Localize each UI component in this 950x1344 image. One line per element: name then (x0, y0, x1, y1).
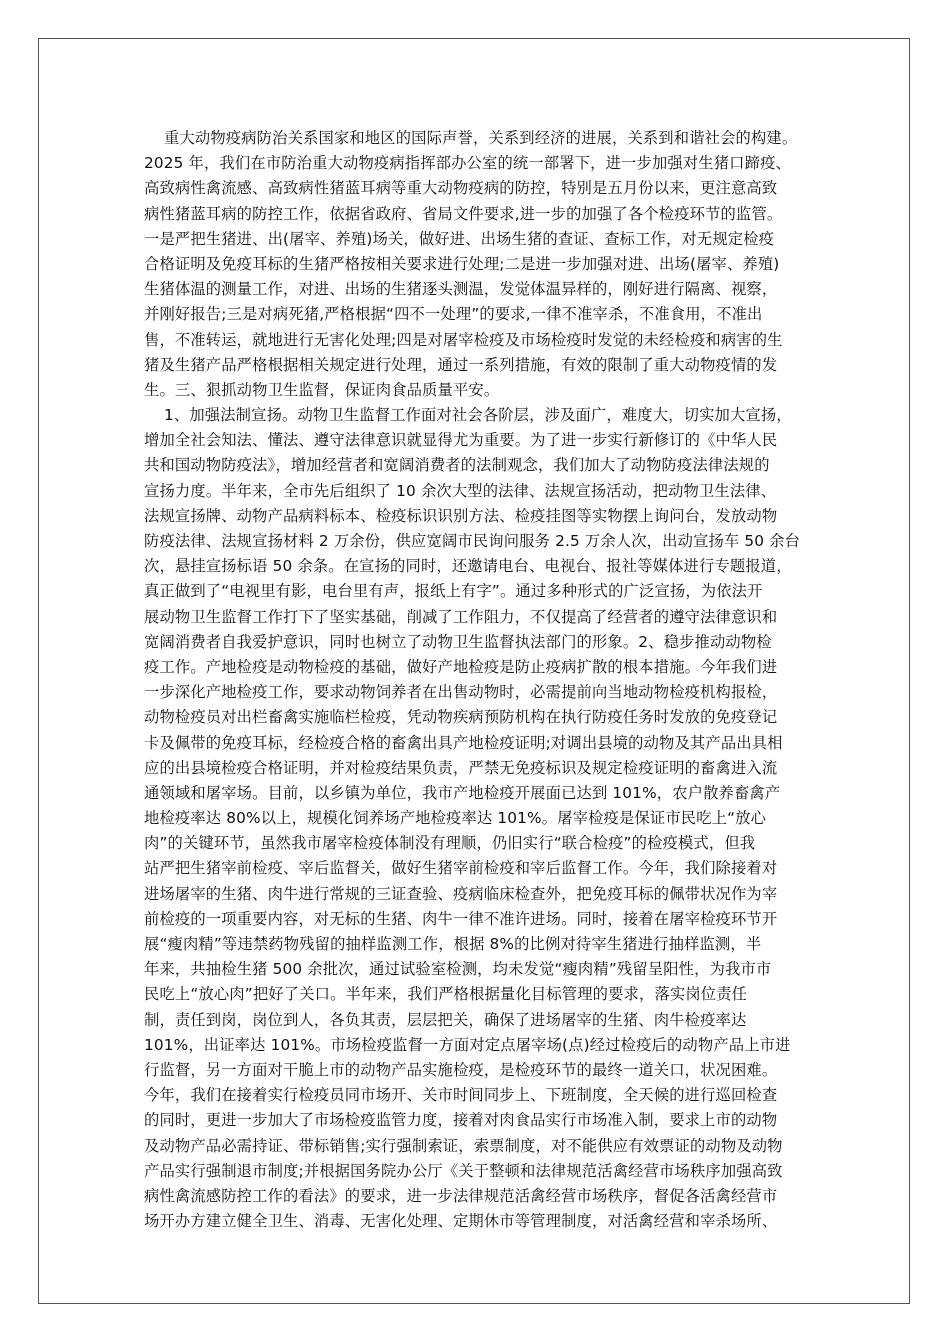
text-line: 合格证明及免疫耳标的生猪严格按相关要求进行处理;二是进一步加强对进、出场(屠宰、养殖) (144, 254, 780, 273)
text-line: 行监督，另一方面对干脆上市的动物产品实施检疫，是检疫环节的最终一道关口，状况困难。 (144, 1060, 778, 1079)
text-line: 今年，我们在接着实行检疫员同市场开、关市时间同步上、下班制度，全天候的进行巡回检查 (144, 1086, 778, 1105)
text-line: 病性禽流感防控工作的看法》的要求，进一步法律规范活禽经营市场秩序，督促各活禽经营市 (144, 1186, 778, 1205)
text-line: 前检疫的一项重要内容，对无标的生猪、肉牛一律不准许进场。同时，接着在屠宰检疫环节开 (144, 909, 778, 928)
text-line: 及动物产品必需持证、带标销售;实行强制索证，索票制度，对不能供应有效票证的动物及动物 (144, 1136, 783, 1155)
text-line: 生。三、狠抓动物卫生监督，保证肉食品质量平安。 (144, 380, 500, 399)
text-line: 一是严把生猪进、出(屠宰、养殖)场关，做好进、出场生猪的查证、查标工作，对无规定检疫 (144, 229, 775, 248)
text-line: 并刚好报告;三是对病死猪,严格根据“四不一处理”的要求,一律不准宰杀，不准食用，不准出 (144, 305, 763, 324)
text-line: 售，不准转运，就地进行无害化处理;四是对屠宰检疫及市场检疫时发觉的未经检疫和病害的生 (144, 330, 783, 349)
text-line: 疫工作。产地检疫是动物检疫的基础，做好产地检疫是防止疫病扩散的根本措施。今年我们进 (144, 657, 778, 676)
text-line: 应的出县境检疫合格证明，并对检疫结果负责，严禁无免疫标识及规定检疫证明的畜禽进入流 (144, 758, 778, 777)
text-line: 通领域和屠宰场。目前，以乡镇为单位，我市产地检疫开展面已达到 101%，农户散养畜禽产 (144, 783, 781, 802)
text-line: 宽阔消费者自我爱护意识，同时也树立了动物卫生监督执法部门的形象。2、稳步推动动物检 (144, 632, 772, 651)
text-line: 一步深化产地检疫工作，要求动物饲养者在出售动物时，必需提前向当地动物检疫机构报检， (144, 683, 778, 702)
text-line: 动物检疫员对出栏畜禽实施临栏检疫，凭动物疾病预防机构在执行防疫任务时发放的免疫登记 (144, 708, 778, 727)
text-line: 产品实行强制退市制度;并根据国务院办公厅《关于整顿和法律规范活禽经营市场秩序加强高致 (144, 1161, 783, 1180)
text-line: 1、加强法制宣扬。动物卫生监督工作面对社会各阶层，涉及面广，难度大，切实加大宣扬， (164, 406, 792, 425)
text-line: 卡及佩带的免疫耳标，经检疫合格的畜禽出具产地检疫证明;对调出县境的动物及其产品出具相 (144, 733, 783, 752)
text-line: 猪及生猪产品严格根据相关规定进行处理，通过一系列措施，有效的限制了重大动物疫情的发 (144, 355, 778, 374)
text-line: 高致病性禽流感、高致病性猪蓝耳病等重大动物疫病的防控，特别是五月份以来，更注意高致 (144, 179, 778, 198)
text-line: 展“瘦肉精”等违禁药物残留的抽样监测工作，根据 8%的比例对待宰生猪进行抽样监测，半 (144, 935, 762, 953)
text-line: 共和国动物防疫法》，增加经营者和宽阔消费者的法制观念，我们加大了动物防疫法律法规的 (144, 456, 770, 475)
text-line: 进场屠宰的生猪、肉牛进行常规的三证查验、疫病临床检查外，把免疫耳标的佩带状况作为宰 (144, 884, 778, 903)
text-line: 生猪体温的测量工作，对进、出场的生猪逐头测温，发觉体温异样的，刚好进行隔离、视察， (144, 280, 778, 299)
text-line: 次，悬挂宣扬标语 50 余条。在宣扬的同时，还邀请电台、电视台、报社等媒体进行专题报道， (144, 557, 792, 576)
text-line: 重大动物疫病防治关系国家和地区的国际声誉，关系到经济的进展，关系到和谐社会的构建。 (164, 129, 798, 147)
text-line: 增加全社会知法、懂法、遵守法律意识就显得尤为重要。为了进一步实行新修订的《中华人民 (144, 431, 778, 450)
document-body (144, 126, 810, 1234)
text-line: 2025 年，我们在市防治重大动物疫病指挥部办公室的统一部署下，进一步加强对生猪口蹄疫、 (144, 154, 791, 173)
text-line: 展动物卫生监督工作打下了坚实基础，削减了工作阻力，不仅提高了经营者的遵守法律意识和 (144, 607, 778, 626)
text-line: 的同时，更进一步加大了市场检疫监管力度，接着对肉食品实行市场准入制，要求上市的动物 (144, 1111, 778, 1130)
text-line: 年来，共抽检生猪 500 余批次，通过试验室检测，均未发觉“瘦肉精”残留呈阳性，为我市市 (144, 960, 772, 979)
text-line: 法规宣扬牌、动物产品病料标本、检疫标识识别方法、检疫挂图等实物摆上询问台，发放动物 (144, 506, 778, 525)
text-line: 肉”的关键环节，虽然我市屠宰检疫体制没有理顺，仍旧实行“联合检疫”的检疫模式，但我 (144, 834, 756, 853)
text-line: 民吃上“放心肉”把好了关口。半年来，我们严格根据量化目标管理的要求，落实岗位责任 (144, 985, 748, 1004)
text-line: 站严把生猪宰前检疫、宰后监督关，做好生猪宰前检疫和宰后监督工作。今年，我们除接着对 (144, 859, 778, 878)
text-line: 场开办方建立健全卫生、消毒、无害化处理、定期休市等管理制度，对活禽经营和宰杀场所、 (144, 1212, 778, 1231)
text-line: 宣扬力度。半年来，全市先后组织了 10 余次大型的法律、法规宣扬活动，把动物卫生法律、 (144, 481, 777, 500)
text-line: 地检疫率达 80%以上，规模化饲养场产地检疫率达 101%。屠宰检疫是保证市民吃上“放心 (144, 809, 767, 828)
text-line: 病性猪蓝耳病的防控工作，依据省政府、省局文件要求,进一步的加强了各个检疫环节的监管。 (144, 204, 783, 223)
text-line: 101%，出证率达 101%。市场检疫监督一方面对定点屠宰场(点)经过检疫后的动物产品上市进 (144, 1035, 791, 1054)
text-line: 真正做到了“电视里有影，电台里有声，报纸上有字”。通过多种形式的广泛宣扬，为依法开 (144, 582, 763, 601)
text-line: 防疫法律、法规宣扬材料 2 万余份，供应宽阔市民询问服务 2.5 万余人次，出动宣扬车 50 余台 (144, 532, 801, 550)
text-line: 制，责任到岗，岗位到人，各负其责，层层把关，确保了进场屠宰的生猪、肉牛检疫率达 (144, 1010, 747, 1029)
